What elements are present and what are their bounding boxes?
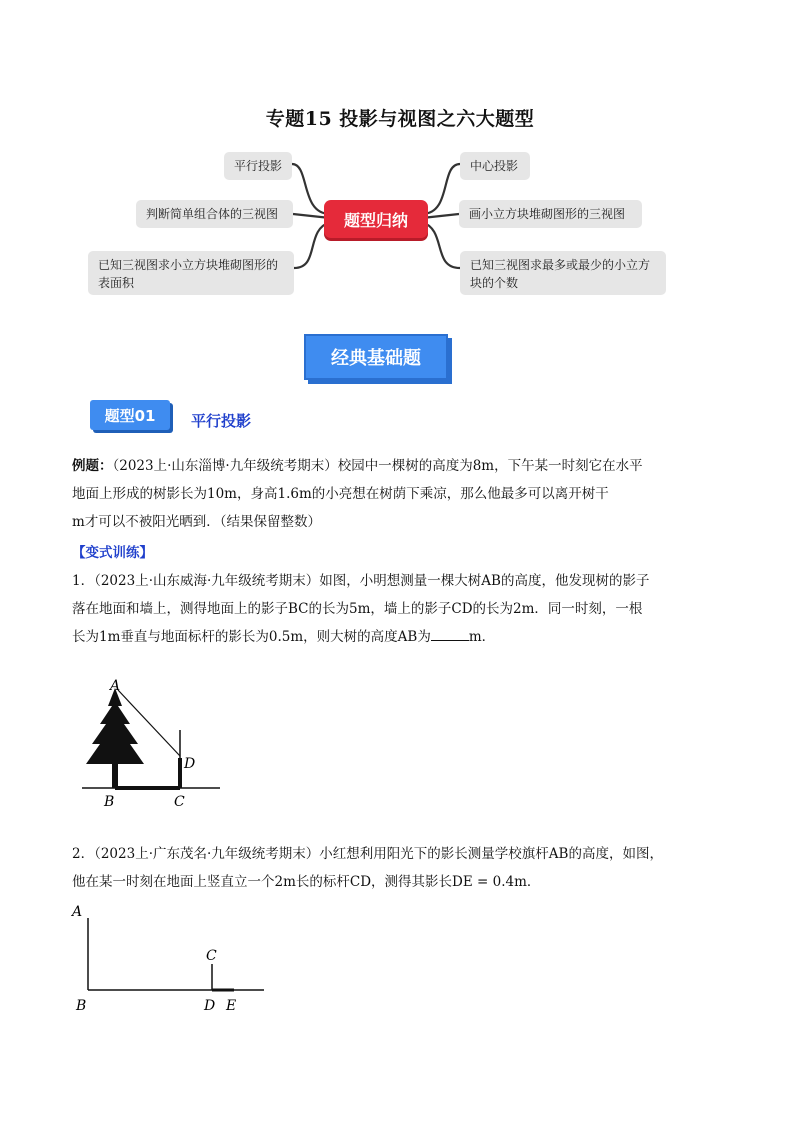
example-label: 例题： — [72, 458, 113, 474]
q2-line-2: 他在某一时刻在地面上竖直立一个2m长的标杆CD，测得其影长DE = 0.4m． — [72, 874, 541, 890]
question-1 — [72, 567, 732, 651]
label-d: D — [184, 756, 196, 772]
mindmap-item-central-projection: 中心投影 — [460, 152, 530, 180]
section-banner: 经典基础题 — [304, 334, 448, 380]
page-title: 专题15 投影与视图之六大题型 — [265, 108, 535, 130]
mindmap-center: 题型归纳 — [324, 200, 428, 238]
q1-line-3: 长为1m垂直与地面标杆的影长为0.5m，则大树的高度AB为 m． — [72, 623, 732, 651]
practice-label: 【变式训练】 — [72, 545, 153, 561]
figure-flagpole — [66, 898, 276, 1018]
label-e-2: E — [226, 998, 237, 1014]
section-tag: 题型01 — [90, 400, 170, 430]
label-d-2: D — [204, 998, 216, 1014]
label-c-2: C — [206, 948, 217, 964]
mindmap-item-draw-three-views: 画小立方块堆砌图形的三视图 — [459, 200, 642, 228]
example-line-1: 例题：（2023上·山东淄博·九年级统考期末）校园中一棵树的高度为8m，下午某一时刻它在水平 — [72, 458, 643, 474]
label-a: A — [110, 678, 121, 694]
example-line-3: m才可以不被阳光晒到．（结果保留整数） — [72, 514, 322, 530]
example-block — [72, 452, 732, 536]
tree-icon — [86, 688, 144, 764]
question-2 — [72, 840, 732, 896]
label-b-2: B — [76, 998, 87, 1014]
mindmap-item-max-min-cubes: 已知三视图求最多或最少的小立方块的个数 — [460, 251, 666, 295]
figure-tree-wall — [70, 672, 230, 812]
q2-line-1: 2．（2023上·广东茂名·九年级统考期末）小红想利用阳光下的影长测量学校旗杆AB的高度，如图， — [72, 846, 663, 862]
mindmap-item-parallel-projection: 平行投影 — [224, 152, 292, 180]
label-b: B — [104, 794, 115, 810]
example-line-2: 地面上形成的树影长为10m，身高1.6m的小亮想在树荫下乘凉，那么他最多可以离开树干 — [72, 486, 609, 502]
label-c: C — [174, 794, 185, 810]
label-a-2: A — [72, 904, 83, 920]
answer-blank[interactable] — [431, 626, 469, 641]
q1-line-1: 1．（2023上·山东威海·九年级统考期末）如图，小明想测量一棵大树AB的高度，他发现树的影子 — [72, 573, 650, 589]
mindmap-item-simple-composite-three-views: 判断简单组合体的三视图 — [136, 200, 293, 228]
wall-shadow-cd — [178, 758, 182, 788]
q1-line-2: 落在地面和墙上，测得地面上的影子BC的长为5m，墙上的影子CD的长为2m．同一时刻，一根 — [72, 601, 643, 617]
mindmap-item-surface-area: 已知三视图求小立方块堆砌图形的表面积 — [88, 251, 294, 295]
section-title: 平行投影 — [191, 412, 252, 430]
